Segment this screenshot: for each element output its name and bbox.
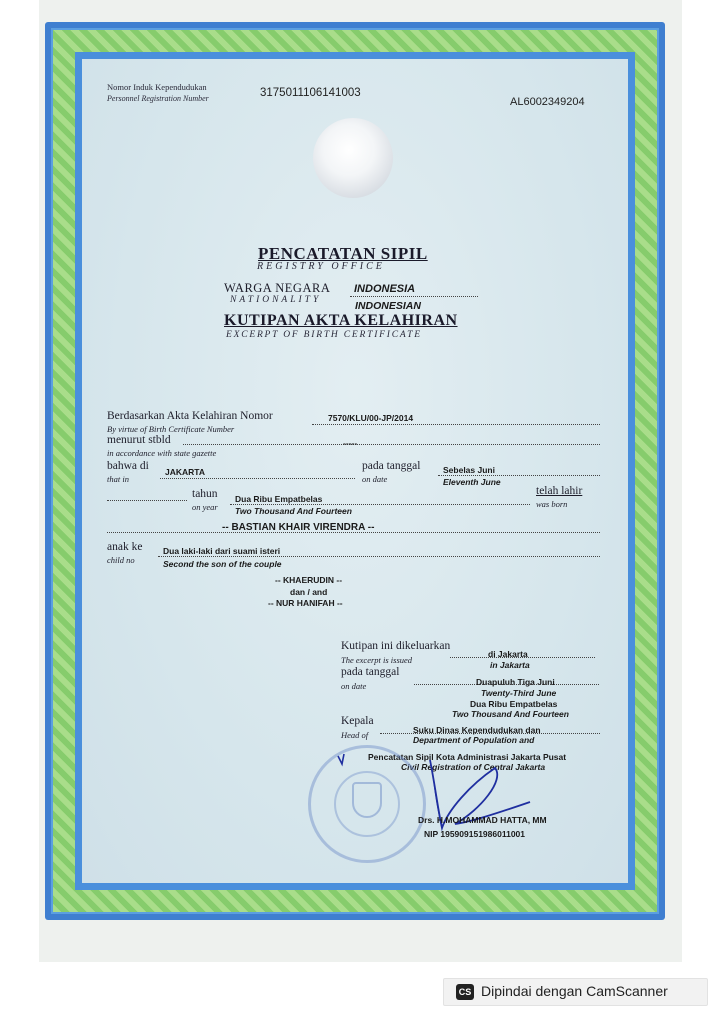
document-title: KUTIPAN AKTA KELAHIRAN: [224, 312, 458, 329]
office-title-en: REGISTRY OFFICE: [257, 261, 385, 272]
head-value-en: Department of Population and: [413, 735, 535, 745]
document-title-en: EXCERPT OF BIRTH CERTIFICATE: [226, 330, 422, 340]
cert-number-label-en: By virtue of Birth Certificate Number: [107, 424, 235, 434]
issuing-office: Pencatatan Sipil Kota Administrasi Jakarta Pusat: [368, 752, 567, 762]
issued-year-value: Dua Ribu Empatbelas: [470, 699, 558, 709]
birth-year-label-en: on year: [192, 502, 218, 512]
signature: [330, 740, 620, 840]
nationality-value: INDONESIA: [354, 283, 416, 295]
issued-date-value-en: Twenty-Third June: [481, 688, 557, 698]
child-order-value-en: Second the son of the couple: [163, 559, 282, 569]
issued-year-value-en: Two Thousand And Fourteen: [452, 709, 569, 719]
head-value: Suku Dinas Kependudukan dan: [413, 725, 541, 735]
issued-date-label-en: on date: [341, 681, 367, 691]
camscanner-icon: CS: [456, 984, 474, 1000]
stbld-label: menurut stbld: [107, 434, 171, 446]
place-label-en: that in: [107, 474, 129, 484]
issued-date-value: Duapuluh Tiga Juni: [476, 677, 555, 687]
stbld-label-en: in accordance with state gazette: [107, 448, 217, 458]
nationality-value-en: INDONESIAN: [355, 300, 421, 312]
born-label: telah lahir: [536, 485, 583, 497]
nationality-label-en: NATIONALITY: [230, 295, 322, 305]
place-label: bahwa di: [107, 460, 149, 472]
birth-year-value: Dua Ribu Empatbelas: [235, 494, 323, 504]
official-nip: NIP 195909151986011001: [424, 829, 525, 839]
mother-name: -- NUR HANIFAH --: [268, 598, 343, 608]
issued-place-en: in Jakarta: [490, 660, 530, 670]
child-order-label: anak ke: [107, 541, 143, 553]
office-title: PENCATATAN SIPIL: [258, 244, 428, 263]
place-value: JAKARTA: [165, 467, 205, 477]
head-label: Kepala: [341, 715, 374, 727]
child-name: -- BASTIAN KHAIR VIRENDRA --: [222, 522, 375, 533]
official-name: Drs. H.MOHAMMAD HATTA, MM: [418, 815, 547, 825]
birth-date-value-en: Eleventh June: [443, 477, 501, 487]
issuing-office-en: Civil Registration of Central Jakarta: [401, 762, 546, 772]
stbld-value: -----: [343, 438, 358, 448]
nik-label-en: Personnel Registration Number: [107, 94, 209, 103]
cert-number-label: Berdasarkan Akta Kelahiran Nomor: [107, 410, 273, 422]
camscanner-text: Dipindai dengan CamScanner: [481, 983, 668, 999]
nik-value: 3175011106141003: [260, 87, 361, 99]
issued-place: di Jakarta: [488, 649, 528, 659]
father-name: -- KHAERUDIN --: [275, 575, 343, 585]
child-order-label-en: child no: [107, 555, 135, 565]
born-label-en: was born: [536, 499, 568, 509]
issued-label: Kutipan ini dikeluarkan: [341, 640, 451, 652]
nik-label: Nomor Induk Kependudukan: [107, 82, 207, 92]
head-label-en: Head of: [341, 730, 369, 740]
hologram-seal: [313, 118, 393, 198]
birth-year-label: tahun: [192, 488, 218, 500]
birth-year-value-en: Two Thousand And Fourteen: [235, 506, 352, 516]
birth-date-value: Sebelas Juni: [443, 465, 495, 475]
birth-date-label-en: on date: [362, 474, 388, 484]
issued-label-en: The excerpt is issued: [341, 655, 413, 665]
birth-date-label: pada tanggal: [362, 460, 421, 472]
child-order-value: Dua laki-laki dari suami isteri: [163, 546, 281, 556]
cert-number-value: 7570/KLU/00-JP/2014: [328, 413, 414, 423]
and-text: dan / and: [290, 587, 328, 597]
nationality-label: WARGA NEGARA: [224, 281, 331, 295]
serial-number: AL6002349204: [510, 96, 585, 108]
issued-date-label: pada tanggal: [341, 666, 400, 678]
